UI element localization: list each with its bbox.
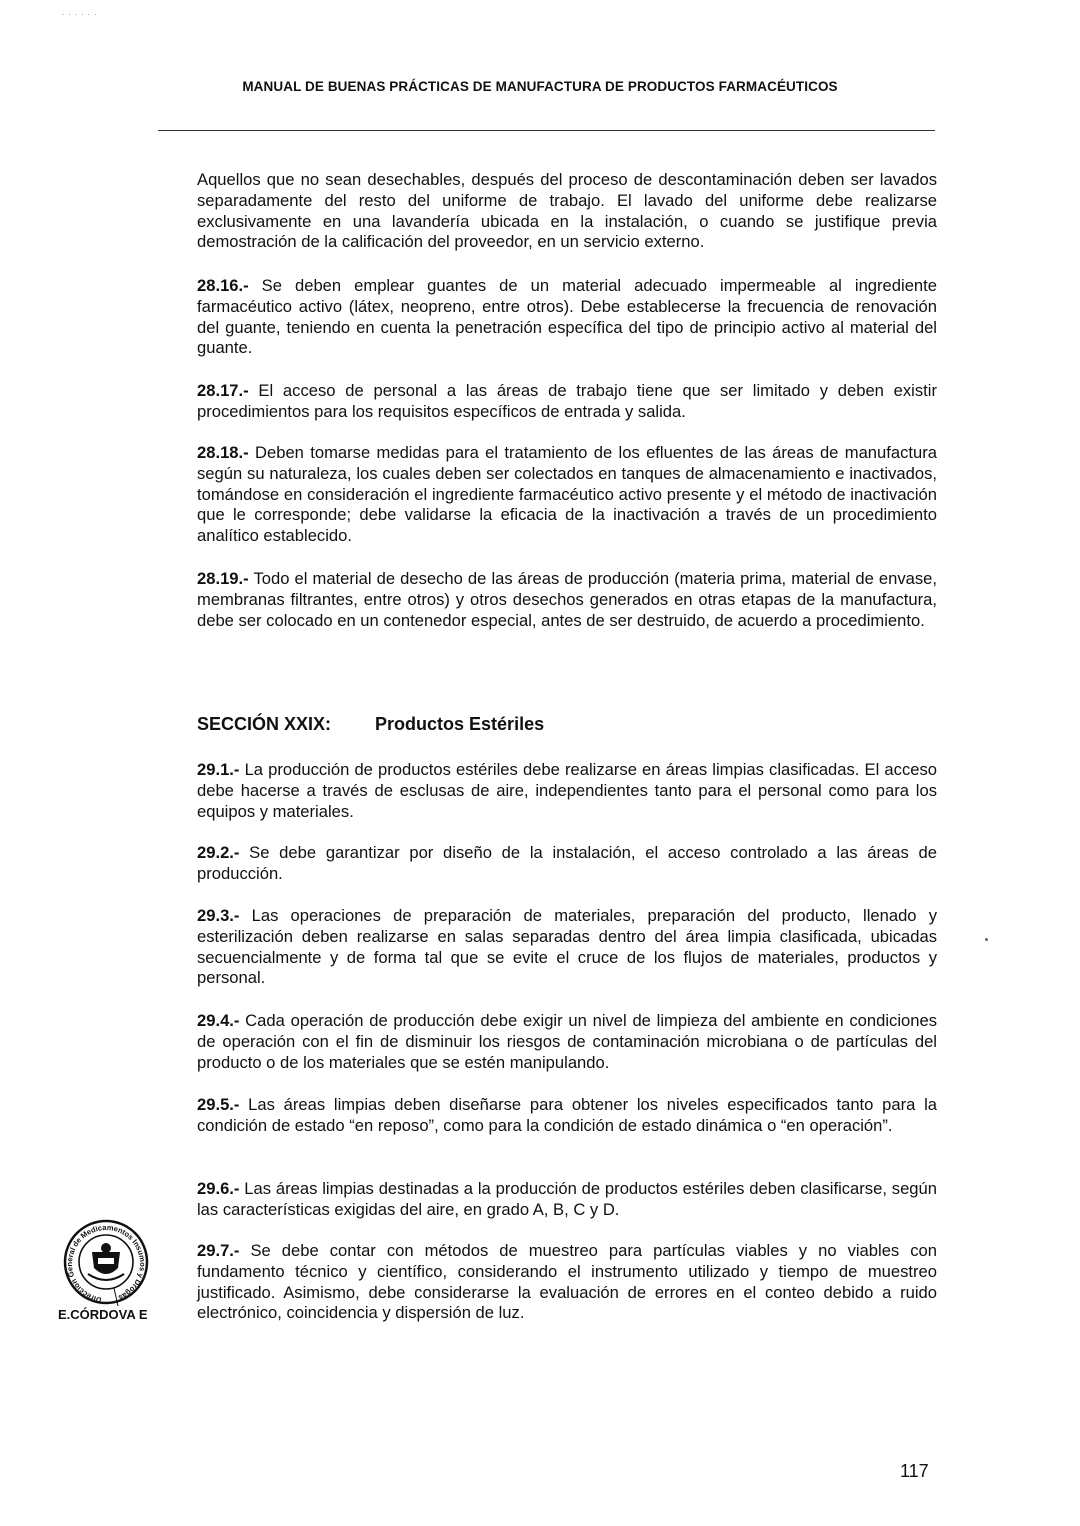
scan-artifact: . . . . . . xyxy=(62,8,98,17)
paragraph xyxy=(197,1011,937,1073)
section-label: SECCIÓN XXIX: xyxy=(197,714,332,734)
paragraph-text: Se deben emplear guantes de un material adecuado impermeable al ingrediente farmacéutico activo (látex, neopreno, entre otros). Debe establecerse la frecuencia de renovación del guante, teniendo en cuenta la penetración específica del tipo de principio activo al material del guante. xyxy=(197,276,937,358)
paragraph xyxy=(197,1095,937,1137)
paragraph-number: 29.2.- xyxy=(197,843,240,862)
paragraph xyxy=(197,443,937,547)
paragraph-number: 29.7.- xyxy=(197,1241,240,1260)
paragraph-number: 28.16.- xyxy=(197,276,249,295)
paragraph-number: 29.6.- xyxy=(197,1179,240,1198)
paragraph-number: 28.17.- xyxy=(197,381,249,400)
paragraph-text: Las áreas limpias destinadas a la producción de productos estériles deben clasificarse, según las características exigidas del aire, en grado A, B, C y D. xyxy=(197,1179,937,1219)
paragraph xyxy=(197,569,937,631)
paragraph-text: Todo el material de desecho de las áreas de producción (materia prima, material de envase, membranas filtrantes, entre otros) y otros desechos generados en otras etapas de la manufactura, debe ser colocado en un contenedor especial, antes de ser destruido, de acuerdo a procedimiento. xyxy=(197,569,937,630)
page-header: MANUAL DE BUENAS PRÁCTICAS DE MANUFACTURA DE PRODUCTOS FARMACÉUTICOS xyxy=(242,79,838,94)
section-title: Productos Estériles xyxy=(375,714,545,734)
paragraph-text: Se debe garantizar por diseño de la instalación, el acceso controlado a las áreas de producción. xyxy=(197,843,937,883)
paragraph-text: Aquellos que no sean desechables, después del proceso de descontaminación deben ser lavados separadamente del resto del uniforme de trabajo. El lavado del uniforme debe realizarse exclusivamente en una lavandería ubicada en la instalación, o cuando se justifique previa demostración de la calificación del proveedor, en un servicio externo. xyxy=(197,170,937,252)
paragraph-number: 29.1.- xyxy=(197,760,240,779)
paragraph-text: Deben tomarse medidas para el tratamiento de los efluentes de las áreas de manufactura según su naturaleza, los cuales deben ser colectados en tanques de almacenamiento e inactivados, tomándose en consideración el ingrediente farmacéutico activo presente y el método de inactivación que le corresponde; debe validarse la eficacia de la inactivación a través de un procedimiento analítico establecido. xyxy=(197,443,937,546)
paragraph-number: 29.5.- xyxy=(197,1095,240,1114)
paragraph-text: Se debe contar con métodos de muestreo para partículas viables y no viables con fundamento técnico y científico, considerando el instrumento utilizado y tiempo de muestreo justificado. Asimismo, debe considerarse la evaluación de errores en el conteo debido a ruido electrónico, coincidencia y dispersión de luz. xyxy=(197,1241,937,1323)
seal-ring-text: Dirección General de Medicamentos Insumos y Drogas xyxy=(65,1222,148,1305)
paragraph xyxy=(197,760,937,822)
paragraph-text: Cada operación de producción debe exigir un nivel de limpieza del ambiente en condiciones de operación con el fin de disminuir los riesgos de contaminación microbiana o de partículas del producto o de los materiales que se estén manipulando. xyxy=(197,1011,937,1072)
paragraph-text: El acceso de personal a las áreas de trabajo tiene que ser limitado y deben existir procedimientos para los requisitos específicos de entrada y salida. xyxy=(197,381,937,421)
paragraph xyxy=(197,170,937,253)
paragraph-text: La producción de productos estériles debe realizarse en áreas limpias clasificadas. El acceso debe hacerse a través de esclusas de aire, independientes tanto para el personal como para los equipos y materiales. xyxy=(197,760,937,821)
paragraph xyxy=(197,843,937,885)
section-heading xyxy=(197,714,544,735)
paragraph-number: 29.4.- xyxy=(197,1011,240,1030)
paragraph xyxy=(197,276,937,359)
paragraph xyxy=(197,381,937,423)
header-divider xyxy=(158,130,935,131)
paragraph-text: Las áreas limpias deben diseñarse para obtener los niveles especificados tanto para la condición de estado “en reposo”, como para la condición de estado dinámica o “en operación”. xyxy=(197,1095,937,1135)
paragraph xyxy=(197,1179,937,1221)
paragraph-number: 29.3.- xyxy=(197,906,240,925)
scan-artifact xyxy=(985,938,988,941)
paragraph-text: Las operaciones de preparación de materiales, preparación del producto, llenado y esterilización deben realizarse en salas separadas dentro del área limpia clasificada, ubicadas secuencialmente y de forma tal que se evite el cruce de los flujos de materiales, productos y personal. xyxy=(197,906,937,988)
page-number: 117 xyxy=(900,1461,929,1481)
paragraph xyxy=(197,1241,937,1324)
paragraph xyxy=(197,906,937,989)
paragraph-number: 28.18.- xyxy=(197,443,249,462)
seal-caption: E.CÓRDOVA E xyxy=(58,1307,148,1322)
paragraph-number: 28.19.- xyxy=(197,569,249,588)
official-seal-icon xyxy=(58,1218,154,1306)
